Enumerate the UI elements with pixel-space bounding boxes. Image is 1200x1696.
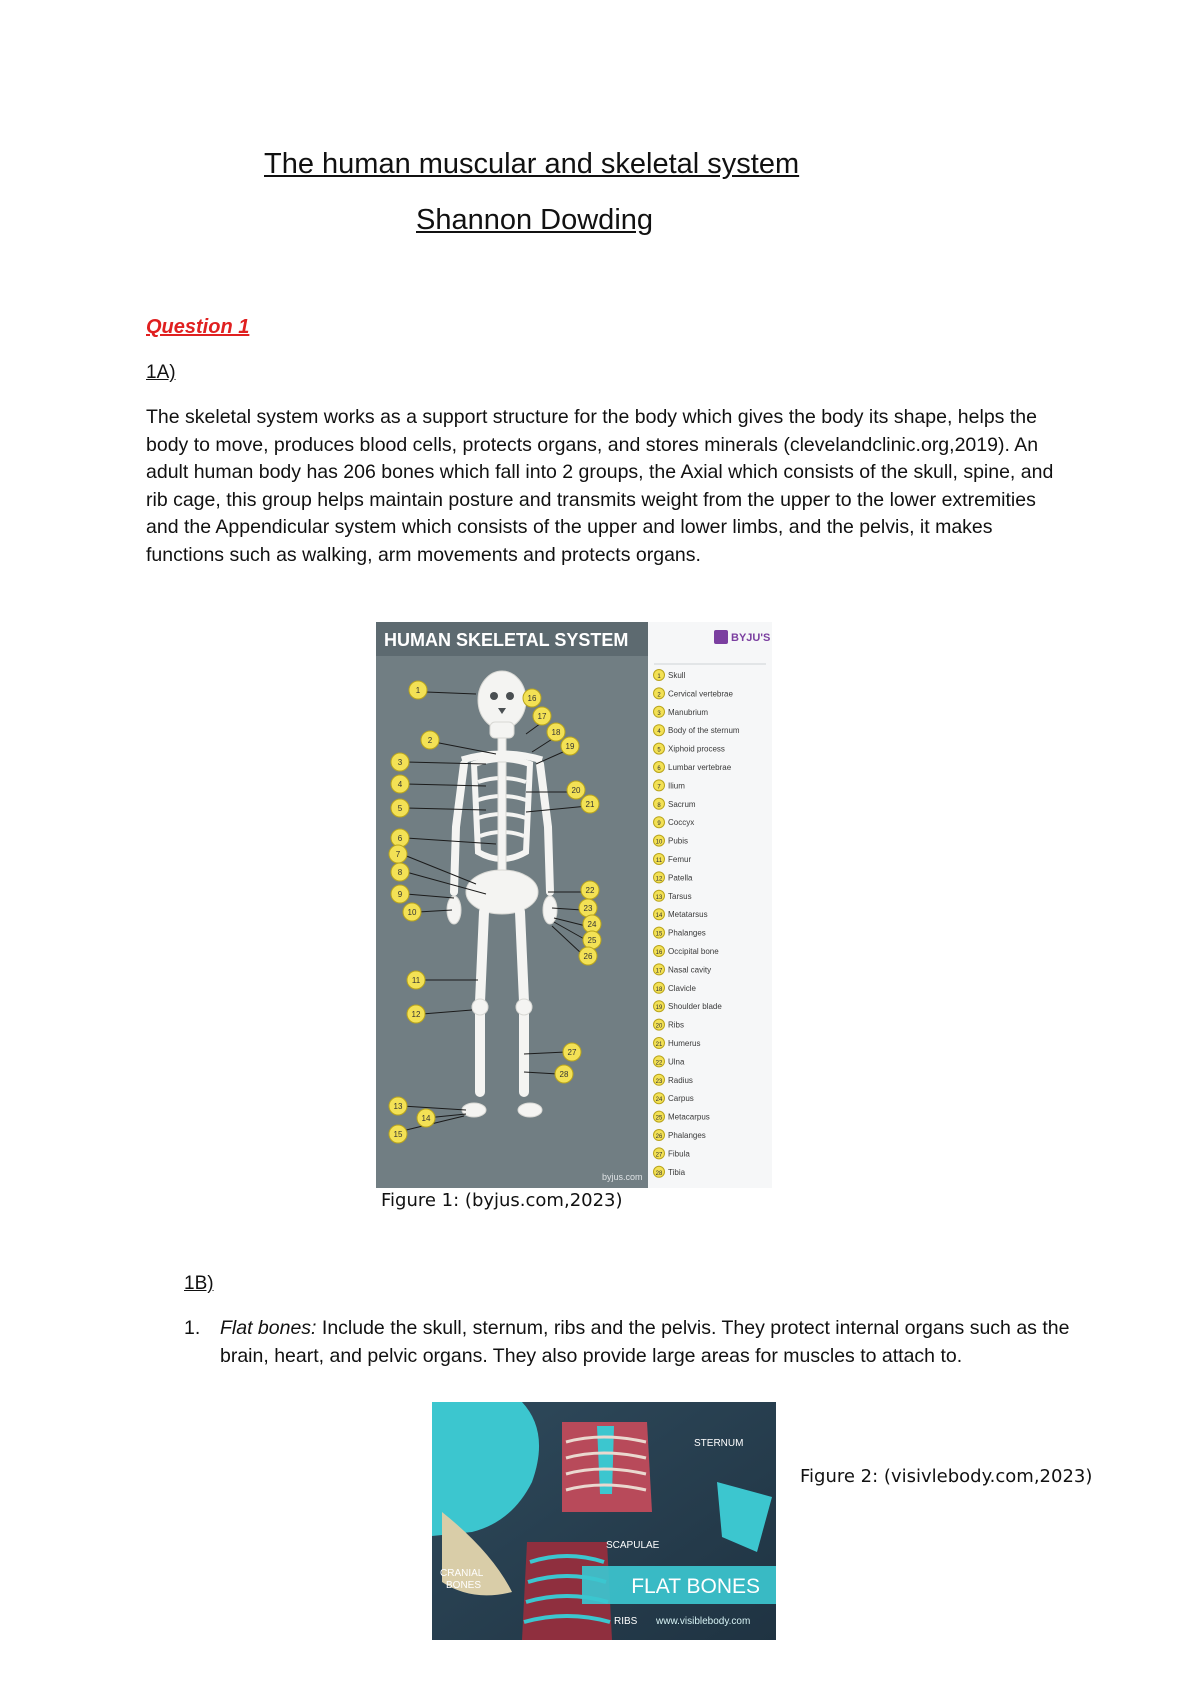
svg-text:20: 20 [571,786,581,795]
legend-number: 15 [655,931,663,938]
legend-item: Ribs [668,1020,685,1030]
legend-item: Phalanges [668,1131,706,1140]
svg-text:8: 8 [397,868,403,877]
legend-item: Nasal cavity [668,965,712,975]
legend-item: Sacrum [668,799,696,809]
label-cranial-2: BONES [446,1580,482,1591]
legend-number: 13 [655,894,663,901]
figure-1-legend-panel [648,622,772,1188]
svg-text:6: 6 [397,834,403,843]
legend-number: 9 [657,821,661,828]
legend-number: 26 [655,1134,663,1140]
legend-item: Metacarpus [668,1112,710,1122]
svg-text:19: 19 [565,742,575,751]
document-title: The human muscular and skeletal system [264,148,800,180]
svg-text:13: 13 [393,1102,403,1111]
legend-number: 22 [655,1060,663,1067]
legend-number: 25 [655,1115,663,1122]
legend-item: Tarsus [668,891,692,901]
part-a-paragraph: The skeletal system works as a support structure for the body which gives the body its shape, helps the body to move, produces blood cells, protects organs, and stores minerals (clevelandclinic.org,2019). An adult human body has 206 bones which fall into 2 groups, the Axial which consists of the skull, spine, and rib cage, this group helps maintain posture and transmits weight from the upper to the lower extremities and the Appendicular system which consists of the upper and lower limbs, and the pelvis, it makes functions such as walking, arm movements and protects organs. [146,406,1054,566]
legend-item: Femur [668,855,692,864]
legend-number: 4 [657,729,661,736]
legend-number: 18 [655,986,663,993]
legend-item: Skull [668,671,686,680]
figure-1-brand: BYJU'S [731,632,771,644]
figure-1-watermark: byjus.com [602,1172,643,1182]
svg-text:7: 7 [395,850,401,859]
legend-number: 24 [655,1097,663,1104]
svg-text:18: 18 [551,728,561,737]
legend-number: 3 [657,710,661,717]
svg-text:25: 25 [587,936,597,945]
legend-item: Ilium [668,781,685,791]
list-item-flat-bones [220,1315,1080,1370]
svg-text:4: 4 [397,780,403,789]
legend-number: 7 [657,784,661,791]
legend-number: 27 [655,1152,663,1159]
author-name: Shannon Dowding [416,204,654,236]
legend-number: 17 [655,968,663,975]
svg-text:23: 23 [583,904,593,913]
legend-item: Carpus [668,1094,694,1104]
legend-item: Xiphoid process [668,744,725,754]
svg-text:26: 26 [583,952,593,961]
svg-text:21: 21 [585,800,595,809]
legend-number: 12 [655,876,663,883]
ribcage-top [562,1422,652,1512]
legend-item: Pubis [668,836,689,846]
figure-2-flat-bones [432,1402,776,1640]
list-item-number: 1. [184,1317,201,1339]
legend-item: Clavicle [668,983,697,993]
part-a-label: 1A) [146,362,176,383]
legend-item: Coccyx [668,818,695,828]
legend-item: Phalanges [668,928,706,938]
svg-text:16: 16 [527,694,537,703]
legend-number: 21 [655,1042,663,1048]
svg-text:28: 28 [559,1070,569,1079]
svg-text:15: 15 [393,1130,403,1139]
figure-2-caption: Figure 2: (visivlebody.com,2023) [800,1466,1093,1487]
legend-item: Radius [668,1075,693,1085]
legend-item: Tibia [668,1167,686,1177]
label-ribs: RIBS [614,1616,638,1627]
part-b-label: 1B) [184,1273,214,1294]
svg-text:12: 12 [411,1010,421,1019]
legend-item: Body of the sternum [668,726,740,736]
legend-number: 2 [657,692,661,699]
svg-text:22: 22 [585,886,595,895]
label-sternum: STERNUM [694,1438,744,1449]
legend-item: Occipital bone [668,947,719,956]
svg-text:3: 3 [397,758,403,767]
figure-2-url: www.visiblebody.com [656,1616,751,1627]
label-cranial-1: CRANIAL [440,1568,484,1579]
svg-text:11: 11 [411,976,421,985]
list-item-term: Flat bones: [220,1317,317,1339]
legend-number: 11 [655,858,663,864]
legend-number: 23 [655,1078,663,1085]
svg-text:24: 24 [587,920,597,929]
legend-item: Cervical vertebrae [668,689,733,699]
svg-text:27: 27 [567,1048,577,1057]
legend-number: 6 [657,766,661,772]
figure-1-header: HUMAN SKELETAL SYSTEM [384,630,629,650]
svg-text:14: 14 [421,1114,431,1123]
legend-item: Fibula [668,1149,690,1159]
legend-number: 19 [655,1005,663,1012]
list-item-text: Include the skull, sternum, ribs and the pelvis. They protect internal organs such as the brain, heart, and pelvic organs. They also provide large areas for muscles to attach to. [220,1317,1070,1367]
question-heading: Question 1 [146,316,250,338]
legend-number: 1 [657,674,661,680]
legend-item: Manubrium [668,707,709,717]
flat-bones-banner: FLAT BONES [631,1575,760,1598]
byjus-logo-icon [714,630,728,644]
figure-1-skeleton [376,622,772,1188]
legend-number: 14 [655,913,663,920]
figure-1-caption: Figure 1: (byjus.com,2023) [381,1190,623,1211]
legend-item: Metatarsus [668,910,708,920]
svg-text:17: 17 [537,712,547,721]
legend-item: Humerus [668,1039,701,1048]
legend-item: Lumbar vertebrae [668,763,732,772]
legend-item: Patella [668,873,693,883]
legend-number: 10 [655,839,663,846]
svg-text:5: 5 [397,804,403,813]
svg-text:1: 1 [415,686,421,695]
legend-item: Ulna [668,1057,685,1067]
legend-number: 28 [655,1170,663,1177]
legend-item: Shoulder blade [668,1002,722,1012]
svg-text:9: 9 [397,890,403,899]
svg-text:10: 10 [407,908,417,917]
legend-number: 16 [655,950,663,956]
legend-number: 8 [657,802,661,809]
legend-number: 5 [657,747,661,754]
svg-text:2: 2 [427,736,433,745]
legend-number: 20 [655,1023,663,1030]
label-scapulae: SCAPULAE [606,1540,660,1551]
